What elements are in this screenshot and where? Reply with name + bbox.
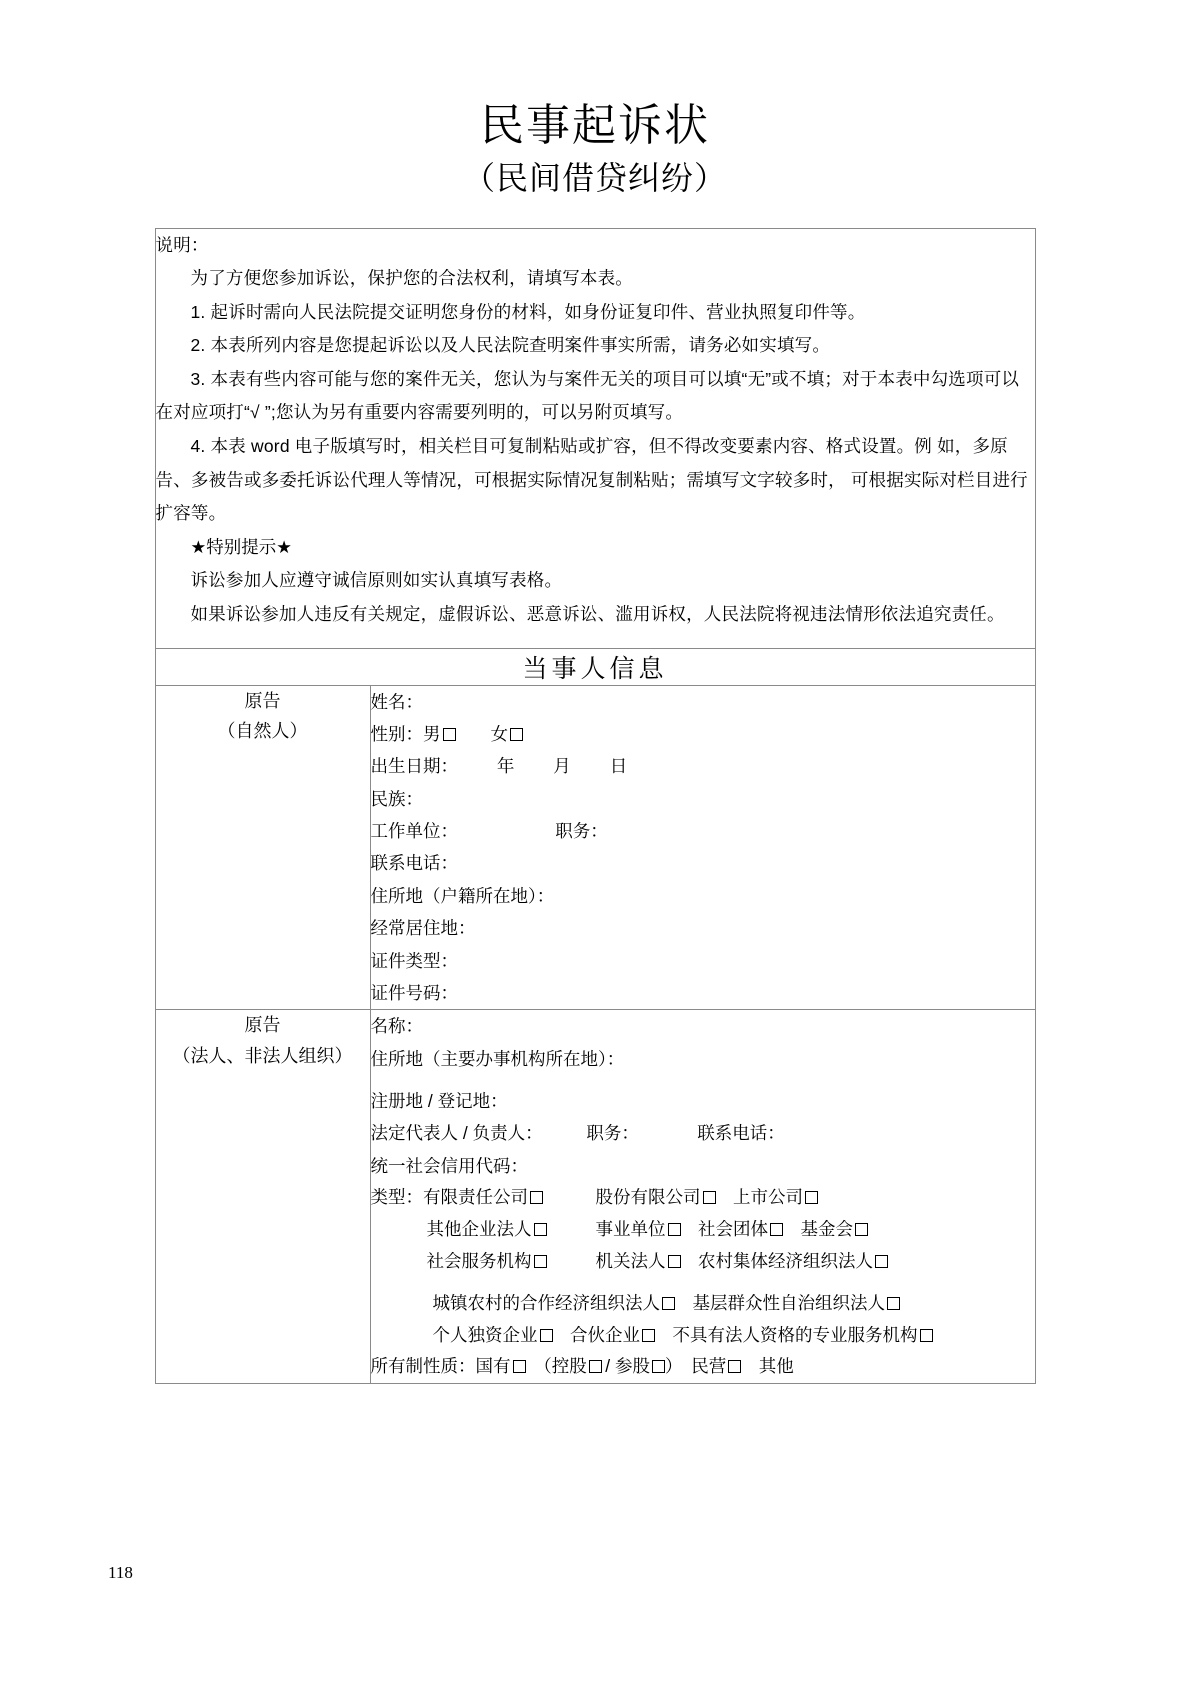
field-id-type[interactable]: 证件类型：	[370, 950, 458, 971]
entity-type-sole-proprietorship-label: 个人独资企业	[432, 1324, 538, 1345]
entity-type-row-state-organ[interactable]	[586, 1246, 1035, 1278]
field-legal-representative[interactable]: 法定代表人 / 负责人： 职务： 联系电话：	[370, 1123, 785, 1144]
page-number: 118	[108, 1563, 133, 1582]
field-gender-male-label: 性别：男	[370, 723, 441, 744]
plaintiff-legal-entity-row	[155, 1010, 1035, 1384]
ownership-share-label: / 参股	[605, 1356, 650, 1377]
ownership-private-label: 民营	[691, 1356, 727, 1377]
ownership-type-row[interactable]	[371, 1351, 1035, 1383]
instructions-cell	[155, 228, 1035, 648]
entity-type-row-public-institution[interactable]	[586, 1214, 1035, 1246]
special-notice-line-0: 诉讼参加人应遵守诚信原则如实认真填写表格。	[190, 570, 563, 591]
instructions-heading: 说明：	[155, 234, 209, 255]
entity-type-joint-stock-label: 股份有限公司	[595, 1187, 701, 1208]
field-registration-place[interactable]: 注册地 / 登记地：	[370, 1091, 508, 1111]
party-section-header-cell	[155, 648, 1035, 685]
entity-type-right-column	[586, 1182, 1035, 1278]
instructions-line-1: 1. 起诉时需向人民法院提交证明您身份的材料，如身份证复印件、营业执照复印件等。	[190, 301, 866, 322]
entity-type-cooperative-label: 城镇农村的合作经济组织法人	[432, 1292, 660, 1313]
entity-type-row-joint-stock[interactable]	[586, 1182, 1035, 1214]
checkbox-partnership-enterprise[interactable]	[642, 1329, 655, 1342]
entity-type-row-sole-proprietorship[interactable]	[371, 1320, 1035, 1352]
entity-type-rural-collective-label: 农村集体经济组织法人	[698, 1250, 873, 1271]
field-work-unit-and-position[interactable]: 工作单位： 职务：	[370, 821, 608, 841]
checkbox-gender-male[interactable]	[443, 728, 456, 741]
entity-type-left-column	[371, 1182, 586, 1278]
plaintiff-legal-entity-sublabel: （法人、非法人组织）	[172, 1045, 353, 1066]
field-spacer	[371, 1075, 1035, 1085]
checkbox-listed-company[interactable]	[805, 1191, 818, 1204]
field-gender[interactable]	[371, 718, 1035, 750]
field-entity-name[interactable]: 名称：	[370, 1016, 423, 1037]
plaintiff-natural-person-label-cell	[155, 685, 370, 1010]
complaint-form-table	[155, 228, 1036, 1385]
checkbox-sole-proprietorship[interactable]	[540, 1329, 553, 1342]
field-phone[interactable]: 联系电话：	[370, 853, 458, 874]
field-domicile[interactable]: 住所地（户籍所在地）：	[370, 885, 555, 906]
checkbox-controlling-stake[interactable]	[589, 1360, 602, 1373]
checkbox-state-owned[interactable]	[513, 1360, 526, 1373]
checkbox-professional-service-institution[interactable]	[920, 1329, 933, 1342]
entity-type-state-organ-label: 机关法人	[595, 1250, 666, 1271]
checkbox-urban-rural-cooperative-economic-organization[interactable]	[662, 1297, 675, 1310]
entity-type-label: 类型：有限责任公司	[370, 1187, 528, 1208]
party-section-title: 当事人信息	[522, 654, 668, 683]
field-entity-domicile[interactable]: 住所地（主要办事机构所在地）：	[370, 1048, 625, 1069]
field-ethnicity[interactable]: 民族：	[370, 788, 423, 809]
entity-type-row-cooperative[interactable]	[371, 1288, 1035, 1320]
entity-type-spacer	[371, 1278, 1035, 1288]
entity-type-group	[371, 1182, 1035, 1278]
entity-type-listed-label: 上市公司	[733, 1187, 803, 1208]
entity-type-other-enterprise[interactable]	[371, 1214, 586, 1246]
party-section-header-row	[155, 648, 1035, 685]
special-notice-line-1: 如果诉讼参加人违反有关规定，虚假诉讼、恶意诉讼、滥用诉权，人民法院将视违法情形依法追究责任。	[190, 604, 1005, 625]
entity-type-public-institution-label: 事业单位	[595, 1218, 666, 1239]
plaintiff-natural-person-label: 原告	[244, 690, 281, 711]
plaintiff-natural-person-row	[155, 685, 1035, 1010]
checkbox-foundation[interactable]	[855, 1223, 868, 1236]
field-habitual-residence[interactable]: 经常居住地：	[370, 918, 476, 939]
checkbox-grassroots-self-governing-organization[interactable]	[887, 1297, 900, 1310]
checkbox-state-organ-legal-person[interactable]	[668, 1255, 681, 1268]
field-gender-female-label: 女	[490, 723, 508, 744]
entity-type-other-enterprise-label: 其他企业法人	[426, 1218, 532, 1239]
instructions-line-2: 2. 本表所列内容是您提起诉讼以及人民法院查明案件事实所需，请务必如实填写。	[190, 335, 831, 356]
checkbox-public-institution[interactable]	[668, 1223, 681, 1236]
plaintiff-legal-entity-label: 原告	[244, 1015, 281, 1036]
entity-type-foundation-label: 基金会	[800, 1218, 853, 1239]
entity-type-partnership-label: 合伙企业	[570, 1324, 640, 1345]
entity-type-professional-service-label: 不具有法人资格的专业服务机构	[672, 1324, 918, 1345]
checkbox-limited-liability-company[interactable]	[530, 1191, 543, 1204]
instructions-row	[155, 228, 1035, 648]
plaintiff-natural-person-fields-cell	[370, 685, 1035, 1010]
checkbox-social-group[interactable]	[770, 1223, 783, 1236]
entity-type-social-group-label: 社会团体	[698, 1218, 768, 1239]
field-unified-credit-code[interactable]: 统一社会信用代码：	[370, 1155, 528, 1176]
entity-type-limited-liability[interactable]	[371, 1182, 586, 1214]
page-subtitle: （民间借贷纠纷）	[462, 159, 727, 196]
instructions-line-0: 为了方便您参加诉讼，保护您的合法权利，请填写本表。	[190, 268, 633, 289]
instructions-line-3: 3. 本表有些内容可能与您的案件无关，您认为与案件无关的项目可以填“无”或不填；对于本表中勾选项可以在对应项打“√ ”;您认为另有重要内容需要列明的，可以另附页填写。	[155, 368, 1020, 423]
page-title: 民事起诉状	[480, 101, 710, 150]
checkbox-social-service-organization[interactable]	[534, 1255, 547, 1268]
field-name[interactable]: 姓名：	[370, 691, 423, 712]
checkbox-rural-collective-economic-organization[interactable]	[875, 1255, 888, 1268]
ownership-holding-label: （控股	[543, 1356, 587, 1377]
entity-type-grassroots-label: 基层群众性自治组织法人	[692, 1292, 885, 1313]
field-id-number[interactable]: 证件号码：	[370, 982, 458, 1003]
special-notice-marker: ★特别提示★	[190, 536, 292, 557]
plaintiff-natural-person-sublabel: （自然人）	[217, 721, 308, 742]
checkbox-private-owned[interactable]	[728, 1360, 741, 1373]
checkbox-minority-stake[interactable]	[652, 1360, 665, 1373]
checkbox-other-enterprise-legal-person[interactable]	[534, 1223, 547, 1236]
ownership-label: 所有制性质：国有	[370, 1356, 511, 1377]
ownership-other-label: 其他	[758, 1356, 794, 1377]
plaintiff-legal-entity-fields-cell	[370, 1010, 1035, 1384]
entity-type-social-service-label: 社会服务机构	[426, 1250, 532, 1271]
title-block	[0, 0, 1190, 200]
checkbox-gender-female[interactable]	[510, 728, 523, 741]
plaintiff-legal-entity-label-cell	[155, 1010, 370, 1384]
checkbox-joint-stock-company[interactable]	[703, 1191, 716, 1204]
field-birth-date[interactable]: 出生日期： 年 月 日	[370, 756, 628, 777]
entity-type-social-service[interactable]	[371, 1246, 586, 1278]
instructions-line-4: 4. 本表 word 电子版填写时，相关栏目可复制粘贴或扩容，但不得改变要素内容、格式设置。例 如，多原告、多被告或多委托诉讼代理人等情况，可根据实际情况复制粘贴；需填写文字较多时， 可根据实际对栏目进行扩容等。	[155, 436, 1028, 524]
ownership-close-paren: ）	[665, 1356, 674, 1377]
